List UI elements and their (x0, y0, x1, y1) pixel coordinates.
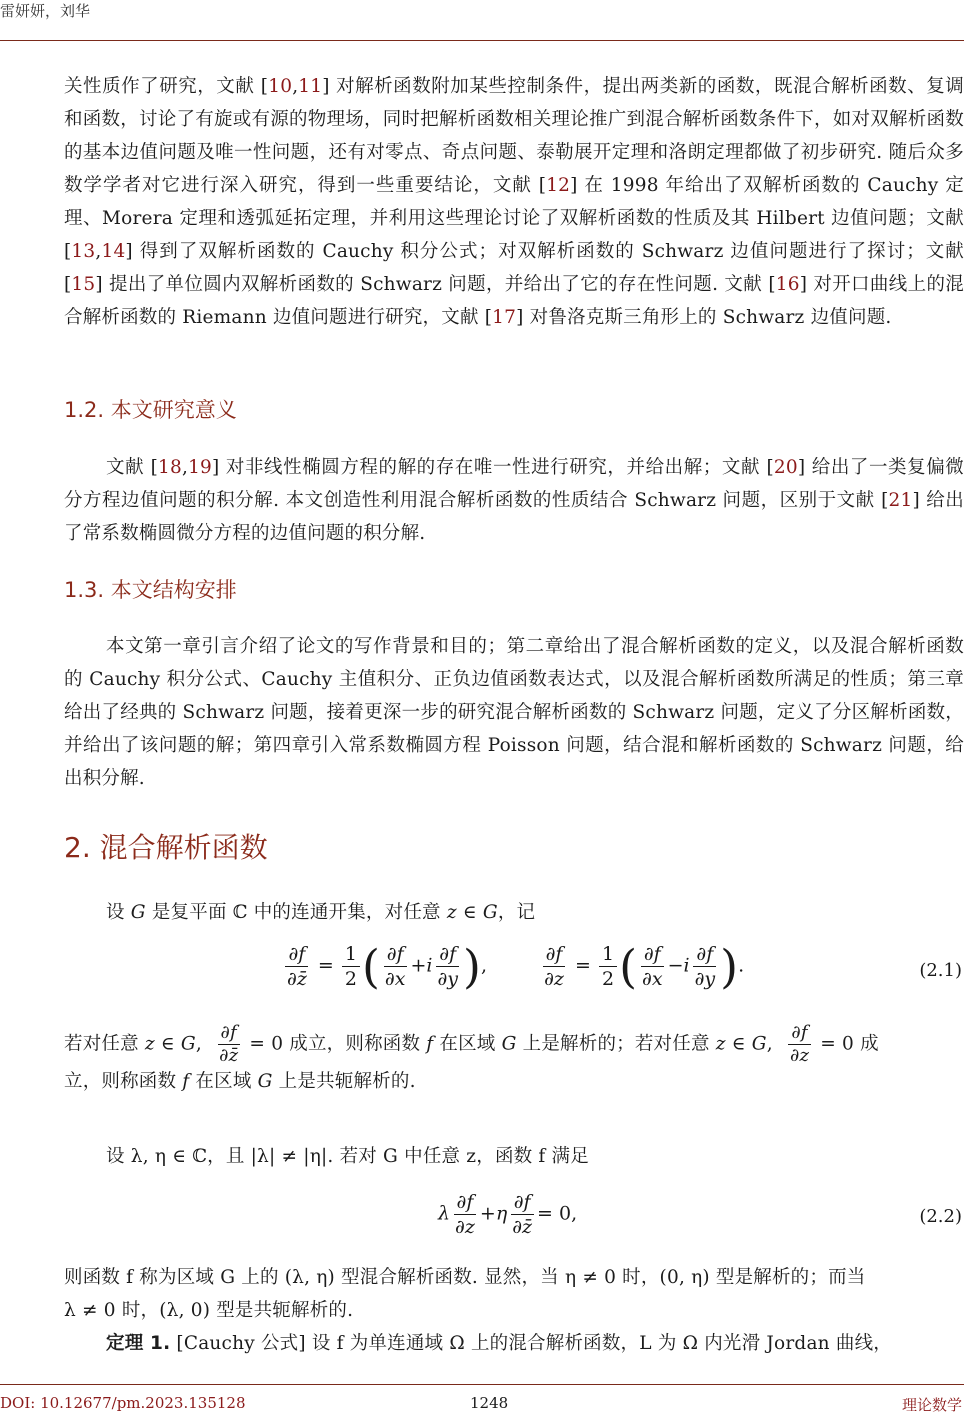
text: 立，则称函数 (64, 1071, 183, 1092)
citation-link[interactable]: 21 (888, 490, 913, 511)
text: ] 在 1998 年给出了双解析函数的 Cauchy 定理、Morera 定理和透弧延拓定理，并利用这些理论讨论了双解析函数的性质及其 Hilbert 边值问题；文献 [ (64, 175, 964, 262)
text: λ ≠ 0 时，(λ, 0) 型是共轭解析的. (64, 1300, 354, 1321)
mixed-analytic-intro (64, 1140, 964, 1173)
section-heading-1-2: 1.2. 本文研究意义 (64, 398, 237, 422)
equation-number: (2.2) (919, 1206, 962, 1227)
section-1-2-paragraph (64, 451, 964, 550)
citation-link[interactable]: 15 (71, 274, 96, 295)
theorem-label: 定理 1. (106, 1333, 171, 1354)
citation-link[interactable]: 18 (158, 457, 182, 478)
text: 成立，则称函数 (283, 1033, 427, 1055)
text: , (95, 241, 102, 262)
equation-number: (2.1) (919, 960, 962, 981)
section-heading-2: 2. 混合解析函数 (64, 831, 268, 864)
page-number: 1248 (470, 1394, 509, 1412)
definition-intro (64, 896, 964, 929)
citation-link[interactable]: 16 (775, 274, 800, 295)
text: 文献 [ (106, 457, 159, 478)
text: , (181, 457, 189, 478)
running-header-authors: 雷妍妍，刘华 (0, 2, 91, 20)
text: 设 λ, η ∈ ℂ，且 |λ| ≠ |η|. 若对 G 中任意 z，函数 f 满足 (106, 1146, 589, 1167)
theorem-1 (64, 1327, 964, 1360)
text: ] 对开口曲线上的混合解析函数的 Riemann 边值问题进行研究，文献 [ (64, 274, 964, 328)
text: ] 得到了双解析函数的 Cauchy 积分公式；对双解析函数的 Schwarz 边值问题进行了探讨；文献 [ (64, 241, 964, 295)
text: 本文第一章引言介绍了论文的写作背景和目的；第二章给出了混合解析函数的定义，以及混合解析函数的 Cauchy 积分公式、Cauchy 主值积分、正负边值函数表达式，以及混合解析函数所满足的性质；第三章给出了经典的 Schwarz 问题，接着更深一步的研究混合解析函数的 Schwarz 问题，定义了分区解析函数，并给出了该问题的解；第四章引入常系数椭圆方程 Poisson 问题，结合混和解析函数的 Schwarz 问题，给出积分解. (64, 636, 964, 789)
text: 设 (106, 902, 131, 923)
equation-2-2: λ $\frac{\partial f}{\partial z}$ +η $\frac{\partial f}{\partial z̄}$ = 0, (438, 1191, 578, 1238)
math-var: G (130, 902, 146, 923)
citation-link[interactable]: 14 (101, 241, 126, 262)
citation-link[interactable]: 13 (71, 241, 96, 262)
text: ] 提出了单位圆内双解析函数的 Schwarz 问题，并给出了它的存在性问题. 文献 [ (95, 274, 776, 295)
text: ，记 (497, 902, 536, 923)
footer-doi-link[interactable]: DOI: 10.12677/pm.2023.135128 (0, 1394, 246, 1412)
citation-link[interactable]: 12 (546, 175, 571, 196)
text: ] 对非线性椭圆方程的解的存在唯一性进行研究，并给出解；文献 [ (212, 457, 774, 478)
text: ] 给出了一类复偏微分方程边值问题的积分解. 本文创造性利用混合解析函数的性质结合 Schwarz 问题，区别于文献 [ (64, 457, 964, 511)
mixed-analytic-definition (64, 1261, 964, 1327)
citation-link[interactable]: 20 (773, 457, 798, 478)
text: 若对任意 (64, 1033, 145, 1055)
intro-paragraph (64, 70, 964, 334)
text: 成 (854, 1033, 879, 1055)
equation-2-1: $\frac{\partial f}{\partial z̄}$ = $\frac{1}{2}$ ( $\frac{\partial f}{\partial x}$ +i $\frac{\partial f}{\partial y}$ ), $\frac{\partial f}{\partial z}$ = $\frac{1}{2}$ ( $\frac{\partial f}{\partial x}$ −i $\frac{\partial f}{\partial y}$ ). (287, 939, 745, 994)
text: ] 对鲁洛克斯三角形上的 Schwarz 边值问题. (516, 307, 892, 328)
section-heading-1-3: 1.3. 本文结构安排 (64, 578, 237, 602)
text: ] 对解析函数附加某些控制条件，提出两类新的函数，既混合解析函数、复调和函数，讨论了有旋或有源的物理场，同时把解析函数相关理论推广到混合解析函数条件下，如对双解析函数的基本边值问题及唯一性问题，还有对零点、奇点问题、泰勒展开定理和洛朗定理都做了初步研究. 随后众多数学学者对它进行深入研究，得到一些重要结论，文献 [ (64, 76, 964, 196)
text: , (292, 76, 299, 97)
text: 上是共轭解析的. (272, 1071, 416, 1092)
analytic-definition: 若对任意 z ∈ G, $\frac{\partial f}{\partial z̄}$ = 0 成立，则称函数 f 在区域 G 上是解析的；若对任意 z ∈ G, $\frac{\partial f}{\partial z}$ = 0 成 立，则称函数 f 在区域 G 上是共轭解析的. (64, 1022, 879, 1092)
text: 上是解析的；若对任意 (516, 1033, 716, 1055)
text: 则函数 f 称为区域 G 上的 (λ, η) 型混合解析函数. 显然，当 η ≠ 0 时，(0, η) 型是解析的；而当 (64, 1267, 866, 1288)
header-rule (0, 40, 964, 41)
citation-link[interactable]: 10 (268, 76, 293, 97)
text: 关性质作了研究，文献 [ (64, 76, 269, 97)
math-var: z ∈ G (446, 902, 498, 923)
text: 是复平面 ℂ 中的连通开集，对任意 (145, 902, 447, 923)
footer-rule (0, 1384, 964, 1385)
section-1-3-paragraph (64, 630, 964, 795)
text: 在区域 (433, 1033, 502, 1055)
citation-link[interactable]: 19 (188, 457, 213, 478)
text: [Cauchy 公式] 设 f 为单连通域 Ω 上的混合解析函数，L 为 Ω 内光滑 Jordan 曲线， (170, 1333, 892, 1354)
citation-link[interactable]: 11 (298, 76, 323, 97)
journal-name-link[interactable]: 理论数学 (901, 1396, 962, 1414)
text: 在区域 (189, 1071, 258, 1092)
citation-link[interactable]: 17 (492, 307, 517, 328)
text: ] 给出了常系数椭圆微分方程的边值问题的积分解. (64, 490, 964, 544)
